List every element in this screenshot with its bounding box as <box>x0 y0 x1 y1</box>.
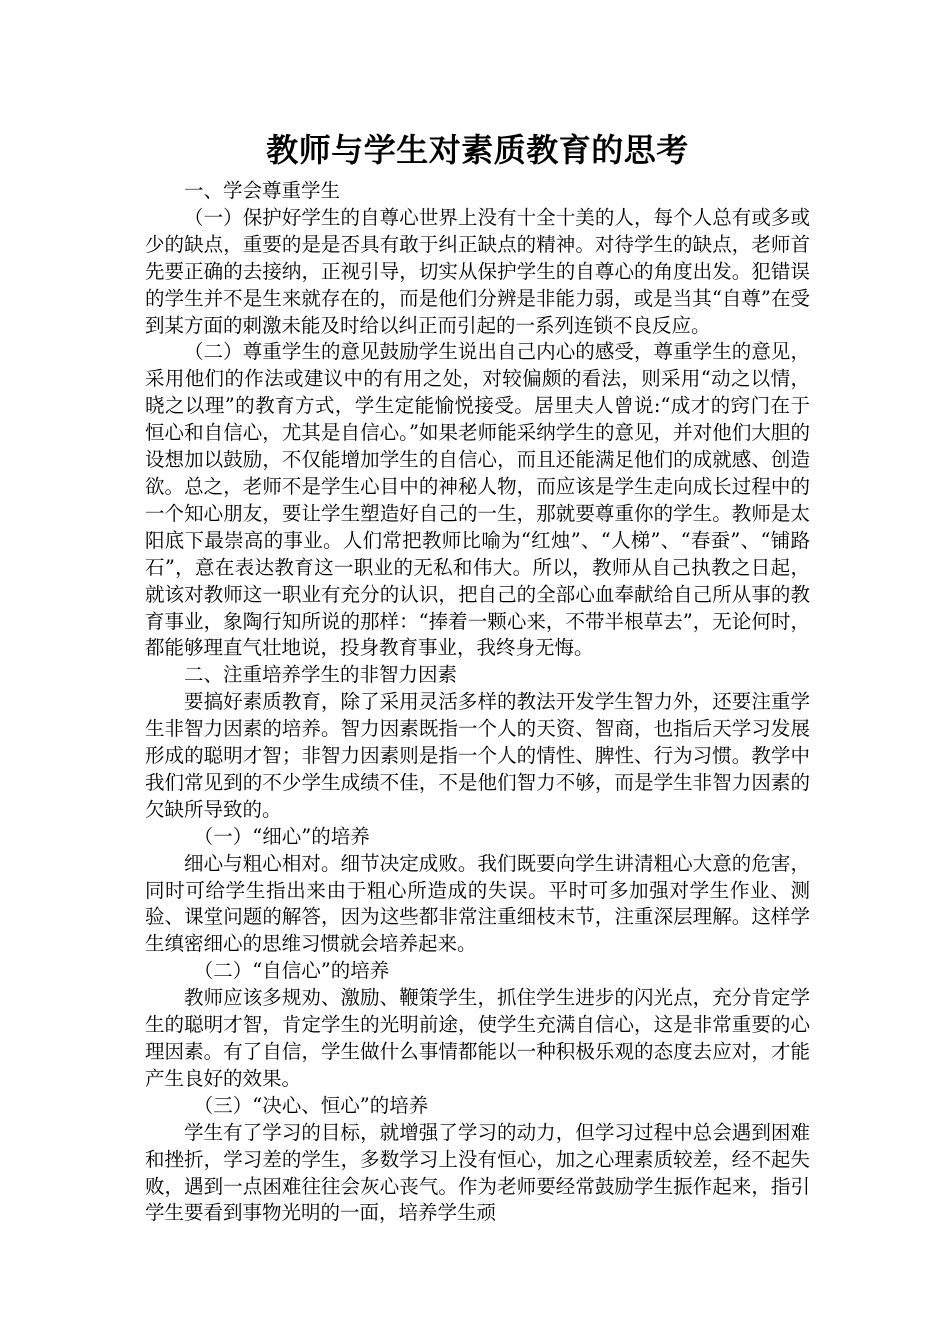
paragraph-perseverance: 学生有了学习的目标，就增强了学习的动力，但学习过程中总会遇到困难和挫折，学习差的学生，多数学习上没有恒心，加之心理素质较差，经不起失败，遇到一点困难往往会灰心丧气。作为老师要经常鼓励学生振作起来，指引学生要看到事物光明的一面，培养学生顽 <box>145 1120 810 1225</box>
section-heading-respect: 一、学会尊重学生 <box>184 179 341 202</box>
subheading-carefulness: （一）“细心”的培养 <box>193 824 370 848</box>
document-page <box>145 126 810 1227</box>
paragraph-confidence: 教师应该多规劝、激励、鞭策学生，抓住学生进步的闪光点，充分肯定学生的聪明才智，肯定学生的光明前途，使学生充满自信心，这是非常重要的心理因素。有了自信，学生做什么事情都能以一种积极乐观的态度去应对，才能产生良好的效果。 <box>145 986 810 1090</box>
paragraph-respect-opinions: （二）尊重学生的意见鼓励学生说出自己内心的感受，尊重学生的意见，采用他们的作法或建议中的有用之处，对较偏颇的看法，则采用“动之以情，晓之以理”的教育方式，学生定能愉悦接受。居里夫人曾说:“成才的窍门在于恒心和自信心，尤其是自信心。”如果老师能采纳学生的意见，并对他们大胆的设想加以鼓励，不仅能增加学生的自信心，而且还能满足他们的成就感、创造欲。总之，老师不是学生心目中的神秘人物，而应该是学生走向成长过程中的一个知心朋友，要让学生塑造好自己的一生，那就要尊重你的学生。教师是太阳底下最崇高的事业。人们常把教师比喻为“红烛”、“人梯”、“春蚕”、“铺路石”，意在表达教育这一职业的无私和伟大。所以，教师从自己执教之日起，就该对教师这一职业有充分的认识，把自己的全部心血奉献给自己所从事的教育事业，象陶行知所说的那样：“捧着一颗心来，不带半根草去”，无论何时，都能够理直气壮地说，投身教育事业，我终身无悔。 <box>145 340 810 660</box>
section-heading-non-intellectual: 二、注重培养学生的非智力因素 <box>184 663 458 687</box>
paragraph-non-intellectual-intro: 要搞好素质教育，除了采用灵活多样的教法开发学生智力外，还要注重学生非智力因素的培养。智力因素既指一个人的天资、智商，也指后天学习发展形成的聪明才智；非智力因素则是指一个人的情性、脾性、行为习惯。教学中我们常见到的不少学生成绩不佳，不是他们智力不够，而是学生非智力因素的欠缺所导致的。 <box>145 690 810 821</box>
document-title: 教师与学生对素质教育的思考 <box>266 131 689 169</box>
subheading-perseverance: （三）“决心、恒心”的培养 <box>193 1093 429 1117</box>
subheading-confidence: （二）“自信心”的培养 <box>193 959 390 983</box>
paragraph-carefulness: 细心与粗心相对。细节决定成败。我们既要向学生讲清粗心大意的危害，同时可给学生指出来由于粗心所造成的失误。平时可多加强对学生作业、测验、课堂问题的解答，因为这些都非常注重细枝末节，注重深层理解。这样学生缜密细心的思维习惯就会培养起来。 <box>145 851 810 956</box>
paragraph-self-esteem: （一）保护好学生的自尊心世界上没有十全十美的人，每个人总有或多或少的缺点，重要的是是否具有敢于纠正缺点的精神。对待学生的缺点，老师首先要正确的去接纳，正视引导，切实从保护学生的自尊心的角度出发。犯错误的学生并不是生来就存在的，而是他们分辨是非能力弱，或是当其“自尊”在受到某方面的刺激未能及时给以纠正而引起的一系列连锁不良反应。 <box>145 205 810 337</box>
